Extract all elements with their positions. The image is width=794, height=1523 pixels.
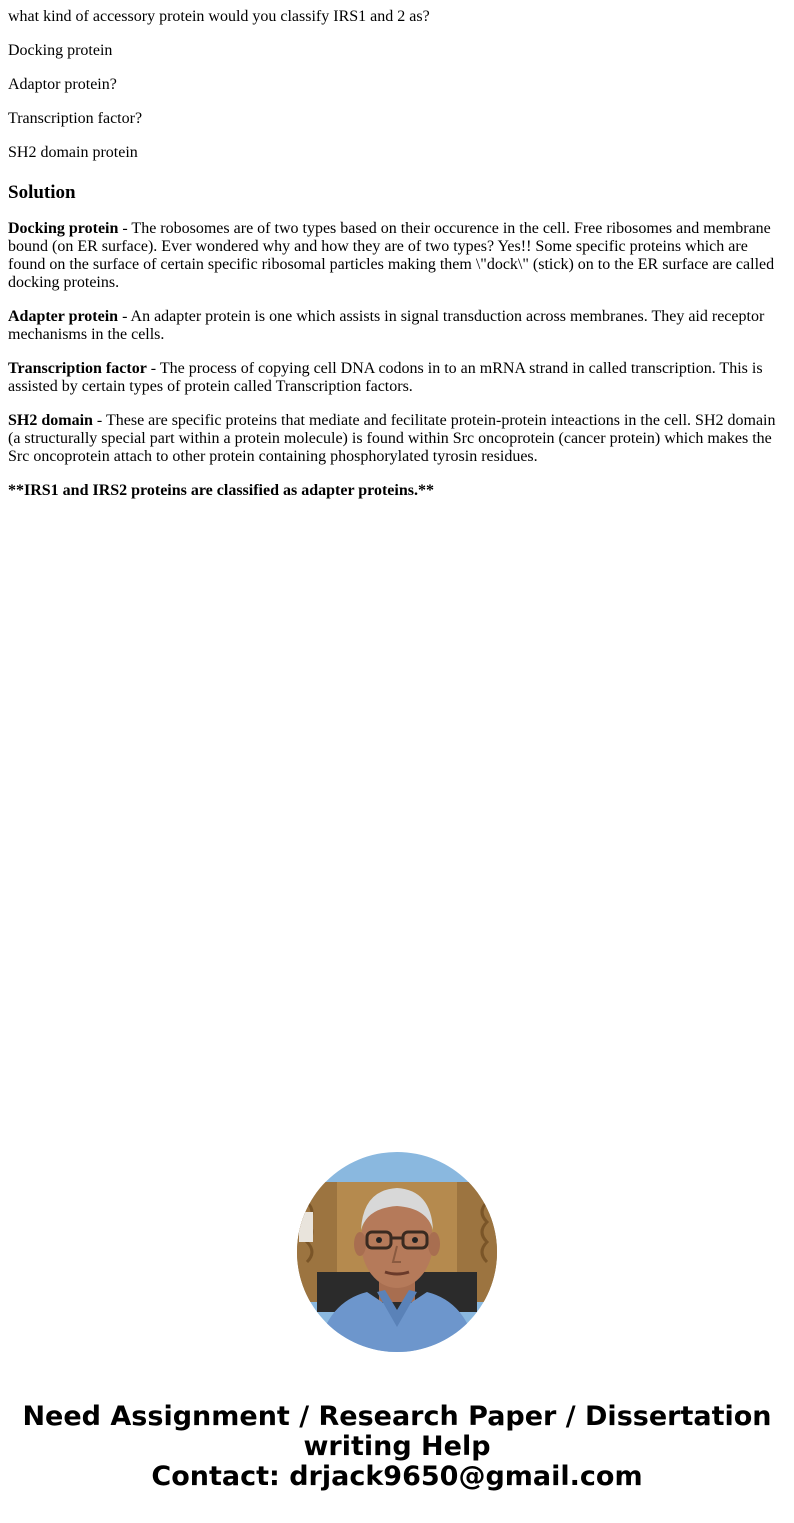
option-docking-protein: Docking protein <box>8 42 113 59</box>
solution-item-sh2 <box>8 412 780 466</box>
avatar <box>297 1152 497 1352</box>
option-adaptor-protein: Adaptor protein? <box>8 76 117 93</box>
solution-heading: Solution <box>8 182 76 203</box>
solution-conclusion: **IRS1 and IRS2 proteins are classified as adapter proteins.** <box>8 482 434 499</box>
promo-contact: Contact: drjack9650@gmail.com <box>151 1461 643 1492</box>
solution-term: Adapter protein <box>8 308 119 325</box>
solution-description: - An adapter protein is one which assists in signal transduction across membranes. They aid receptor mechanisms in the cells. <box>8 308 765 343</box>
solution-term: Transcription factor <box>8 360 147 377</box>
solution-item-adapter <box>8 308 780 344</box>
solution-item-docking <box>8 220 780 292</box>
promo-banner <box>0 1152 794 1492</box>
solution-description: - These are specific proteins that mediate and fecilitate protein-protein inteactions in the cell. SH2 domain (a structurally special part within a protein molecule) is found within Src oncoprotein (cancer protein) which makes the Src oncoprotein attach to other protein containing phosphorylated tyrosin residues. <box>8 412 776 465</box>
solution-description: - The robosomes are of two types based on their occurence in the cell. Free ribosomes and membrane bound (on ER surface). Ever wondered why and how they are of two types? Yes!! Some specific proteins which are found on the surface of certain specific ribosomal particles making them \"dock\" (stick) on to the ER surface are called docking proteins. <box>8 220 775 291</box>
solution-term: Docking protein <box>8 220 119 237</box>
solution-item-transcription <box>8 360 780 396</box>
question-text: what kind of accessory protein would you classify IRS1 and 2 as? <box>8 8 430 25</box>
solution-term: SH2 domain <box>8 412 93 429</box>
option-transcription-factor: Transcription factor? <box>8 110 143 127</box>
page-content <box>8 8 780 516</box>
promo-line-2: writing Help <box>303 1431 491 1462</box>
promo-line-1: Need Assignment / Research Paper / Dissertation <box>22 1401 772 1432</box>
promo-text <box>0 1402 794 1492</box>
solution-description: - The process of copying cell DNA codons in to an mRNA strand in called transcription. This is assisted by certain types of protein called Transcription factors. <box>8 360 763 395</box>
portrait-photo-icon <box>297 1152 497 1352</box>
option-sh2-domain-protein: SH2 domain protein <box>8 144 138 161</box>
